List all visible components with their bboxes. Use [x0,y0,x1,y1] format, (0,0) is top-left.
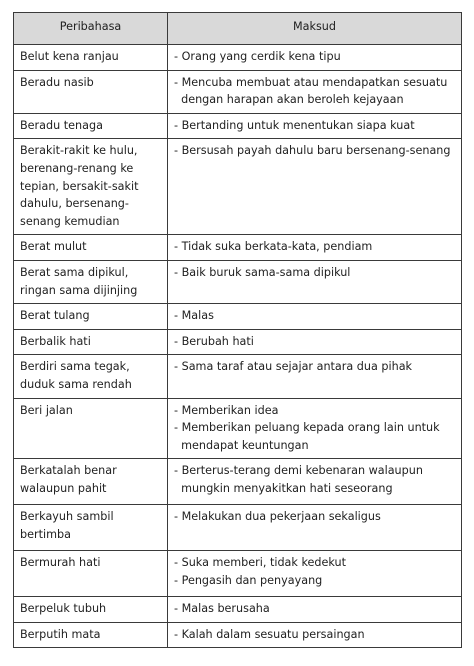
peribahasa-cell [14,235,168,261]
maksud-cell [168,551,462,597]
peribahasa-line: senang kemudian [20,214,120,228]
maksud-cell [168,329,462,355]
peribahasa-line: Beradu tenaga [20,118,103,132]
peribahasa-line: Berputih mata [20,627,101,641]
maksud-cell [168,139,462,235]
peribahasa-line: duduk sama rendah [20,377,132,391]
peribahasa-cell [14,139,168,235]
maksud-line: - Malas berusaha [174,602,270,616]
table-row [14,505,462,551]
peribahasa-line: berenang-renang ke [20,161,134,175]
peribahasa-line: bertimba [20,527,71,541]
maksud-cell [168,304,462,330]
peribahasa-cell [14,398,168,459]
peribahasa-cell [14,597,168,623]
peribahasa-line: Berkatalah benar [20,464,117,478]
peribahasa-cell [14,70,168,113]
peribahasa-cell [14,355,168,398]
peribahasa-line: Berat sama dipikul, [20,265,129,279]
maksud-line: - Tidak suka berkata-kata, pendiam [174,240,373,254]
maksud-line: - Berubah hati [174,334,254,348]
peribahasa-line: walaupun pahit [20,481,107,495]
maksud-line: - Memberikan peluang kepada orang lain untuk [174,421,440,435]
table-row [14,304,462,330]
table-row [14,139,462,235]
peribahasa-cell [14,113,168,139]
peribahasa-cell [14,329,168,355]
maksud-cell [168,622,462,648]
peribahasa-cell [14,45,168,71]
peribahasa-line: Berat tulang [20,309,90,323]
peribahasa-cell [14,505,168,551]
maksud-cell [168,235,462,261]
table-row [14,622,462,648]
header-peribahasa: Peribahasa [14,13,168,45]
table-row [14,113,462,139]
table-row [14,45,462,71]
maksud-cell [168,355,462,398]
maksud-line: - Suka memberi, tidak kedekut [174,556,347,570]
maksud-line: mendapat keuntungan [174,438,309,452]
peribahasa-line: dahulu, bersenang- [20,197,129,211]
table-row [14,260,462,303]
table-row [14,597,462,623]
peribahasa-line: Beri jalan [20,403,73,417]
maksud-line: - Orang yang cerdik kena tipu [174,50,341,63]
peribahasa-line: Berdiri sama tegak, [20,360,130,374]
maksud-cell [168,260,462,303]
table-row [14,70,462,113]
peribahasa-line: Berbalik hati [20,334,91,348]
table-row [14,235,462,261]
maksud-line: - Malas [174,309,214,323]
table-header-row [14,13,462,45]
header-maksud: Maksud [168,13,462,45]
maksud-line: - Baik buruk sama-sama dipikul [174,265,351,279]
peribahasa-line: Beradu nasib [20,75,94,89]
peribahasa-cell [14,304,168,330]
peribahasa-line: Berat mulut [20,240,87,254]
maksud-line: - Pengasih dan penyayang [174,573,323,587]
table-row [14,459,462,505]
peribahasa-cell [14,459,168,505]
maksud-line: - Memberikan idea [174,403,279,417]
peribahasa-line: Berakit-rakit ke hulu, [20,144,138,158]
peribahasa-line: Belut kena ranjau [20,50,119,63]
maksud-line: - Melakukan dua pekerjaan sekaligus [174,510,381,524]
peribahasa-line: Berkayuh sambil [20,510,114,524]
maksud-line: - Berterus-terang demi kebenaran walaupun [174,464,423,478]
maksud-line: - Sama taraf atau sejajar antara dua pihak [174,360,413,374]
maksud-line: - Bersusah payah dahulu baru bersenang-senang [174,144,451,158]
peribahasa-line: tepian, bersakit-sakit [20,179,139,193]
peribahasa-line: ringan sama dijinjing [20,283,138,297]
maksud-cell [168,45,462,71]
maksud-line: mungkin menyakitkan hati seseorang [174,481,393,495]
peribahasa-cell [14,622,168,648]
peribahasa-table [13,12,462,648]
peribahasa-line: Bermurah hati [20,556,101,570]
table-row [14,551,462,597]
maksud-cell [168,398,462,459]
maksud-line: - Mencuba membuat atau mendapatkan sesuatu [174,75,448,89]
table-row [14,329,462,355]
peribahasa-cell [14,260,168,303]
peribahasa-line: Berpeluk tubuh [20,602,107,616]
maksud-line: dengan harapan akan beroleh kejayaan [174,93,404,107]
table-body [14,45,462,648]
maksud-line: - Bertanding untuk menentukan siapa kuat [174,118,415,132]
table-row [14,355,462,398]
maksud-cell [168,113,462,139]
maksud-cell [168,597,462,623]
peribahasa-cell [14,551,168,597]
maksud-cell [168,459,462,505]
maksud-line: - Kalah dalam sesuatu persaingan [174,627,365,641]
table-row [14,398,462,459]
maksud-cell [168,70,462,113]
maksud-cell [168,505,462,551]
